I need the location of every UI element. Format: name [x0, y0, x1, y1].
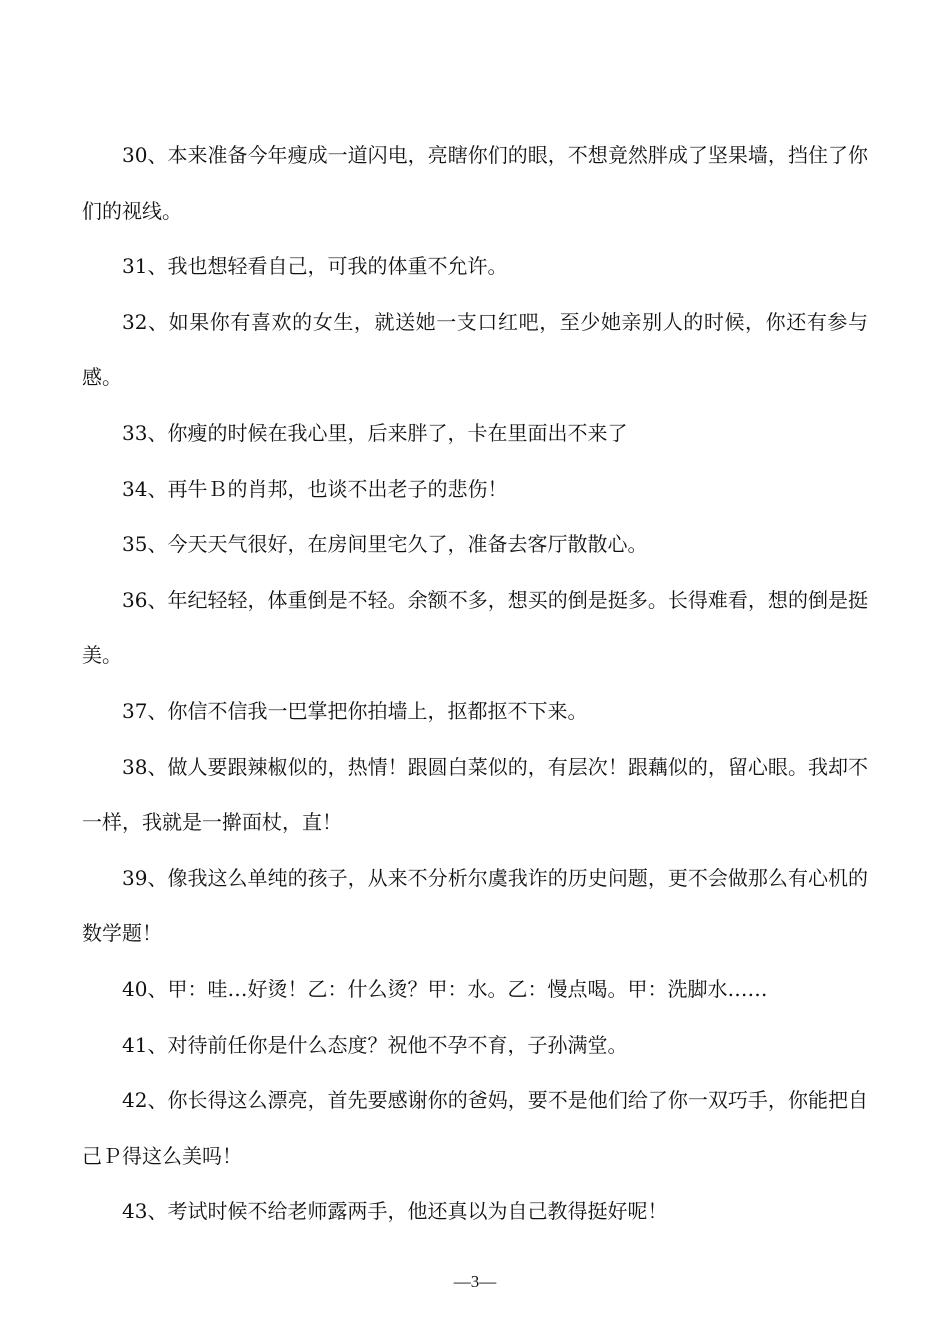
paragraph-36: 36、年纪轻轻，体重倒是不轻。余额不多，想买的倒是挺多。长得难看，想的倒是挺美。 — [82, 587, 868, 668]
paragraph-42: 42、你长得这么漂亮，首先要感谢你的爸妈，要不是他们给了你一双巧手，你能把自己Ｐ得这么美吗！ — [82, 1088, 868, 1168]
paragraph-30: 30、本来准备今年瘦成一道闪电，亮瞎你们的眼，不想竟然胖成了坚果墙，挡住了你们的视线。 — [82, 143, 868, 223]
page-number: —3— — [453, 1272, 497, 1291]
paragraph-39: 39、像我这么单纯的孩子，从来不分析尔虞我诈的历史问题，更不会做那么有心机的数学题！ — [82, 865, 868, 946]
paragraph-41: 41、对待前任你是什么态度？祝他不孕不育，子孙满堂。 — [122, 1032, 628, 1057]
paragraph-37: 37、你信不信我一巴掌把你拍墙上，抠都抠不下来。 — [122, 698, 588, 723]
paragraph-35: 35、今天天气很好，在房间里宅久了，准备去客厅散散心。 — [122, 532, 648, 557]
body-text — [82, 128, 868, 1240]
paragraph-43: 43、考试时候不给老师露两手，他还真以为自己教得挺好呢！ — [122, 1199, 668, 1224]
paragraph-32: 32、如果你有喜欢的女生，就送她一支口红吧，至少她亲别人的时候，你还有参与感。 — [82, 309, 868, 390]
paragraph-33: 33、你瘦的时候在我心里，后来胖了，卡在里面出不来了 — [122, 420, 628, 445]
paragraph-34: 34、再牛Ｂ的肖邦，也谈不出老子的悲伤！ — [122, 476, 508, 501]
paragraph-40: 40、甲：哇…好烫！乙：什么烫？甲：水。乙：慢点喝。甲：洗脚水…… — [122, 976, 768, 1001]
paragraph-31: 31、我也想轻看自己，可我的体重不允许。 — [122, 254, 508, 279]
paragraph-38: 38、做人要跟辣椒似的，热情！跟圆白菜似的，有层次！跟藕似的，留心眼。我却不一样，我就是一擀面杖，直！ — [82, 754, 868, 835]
